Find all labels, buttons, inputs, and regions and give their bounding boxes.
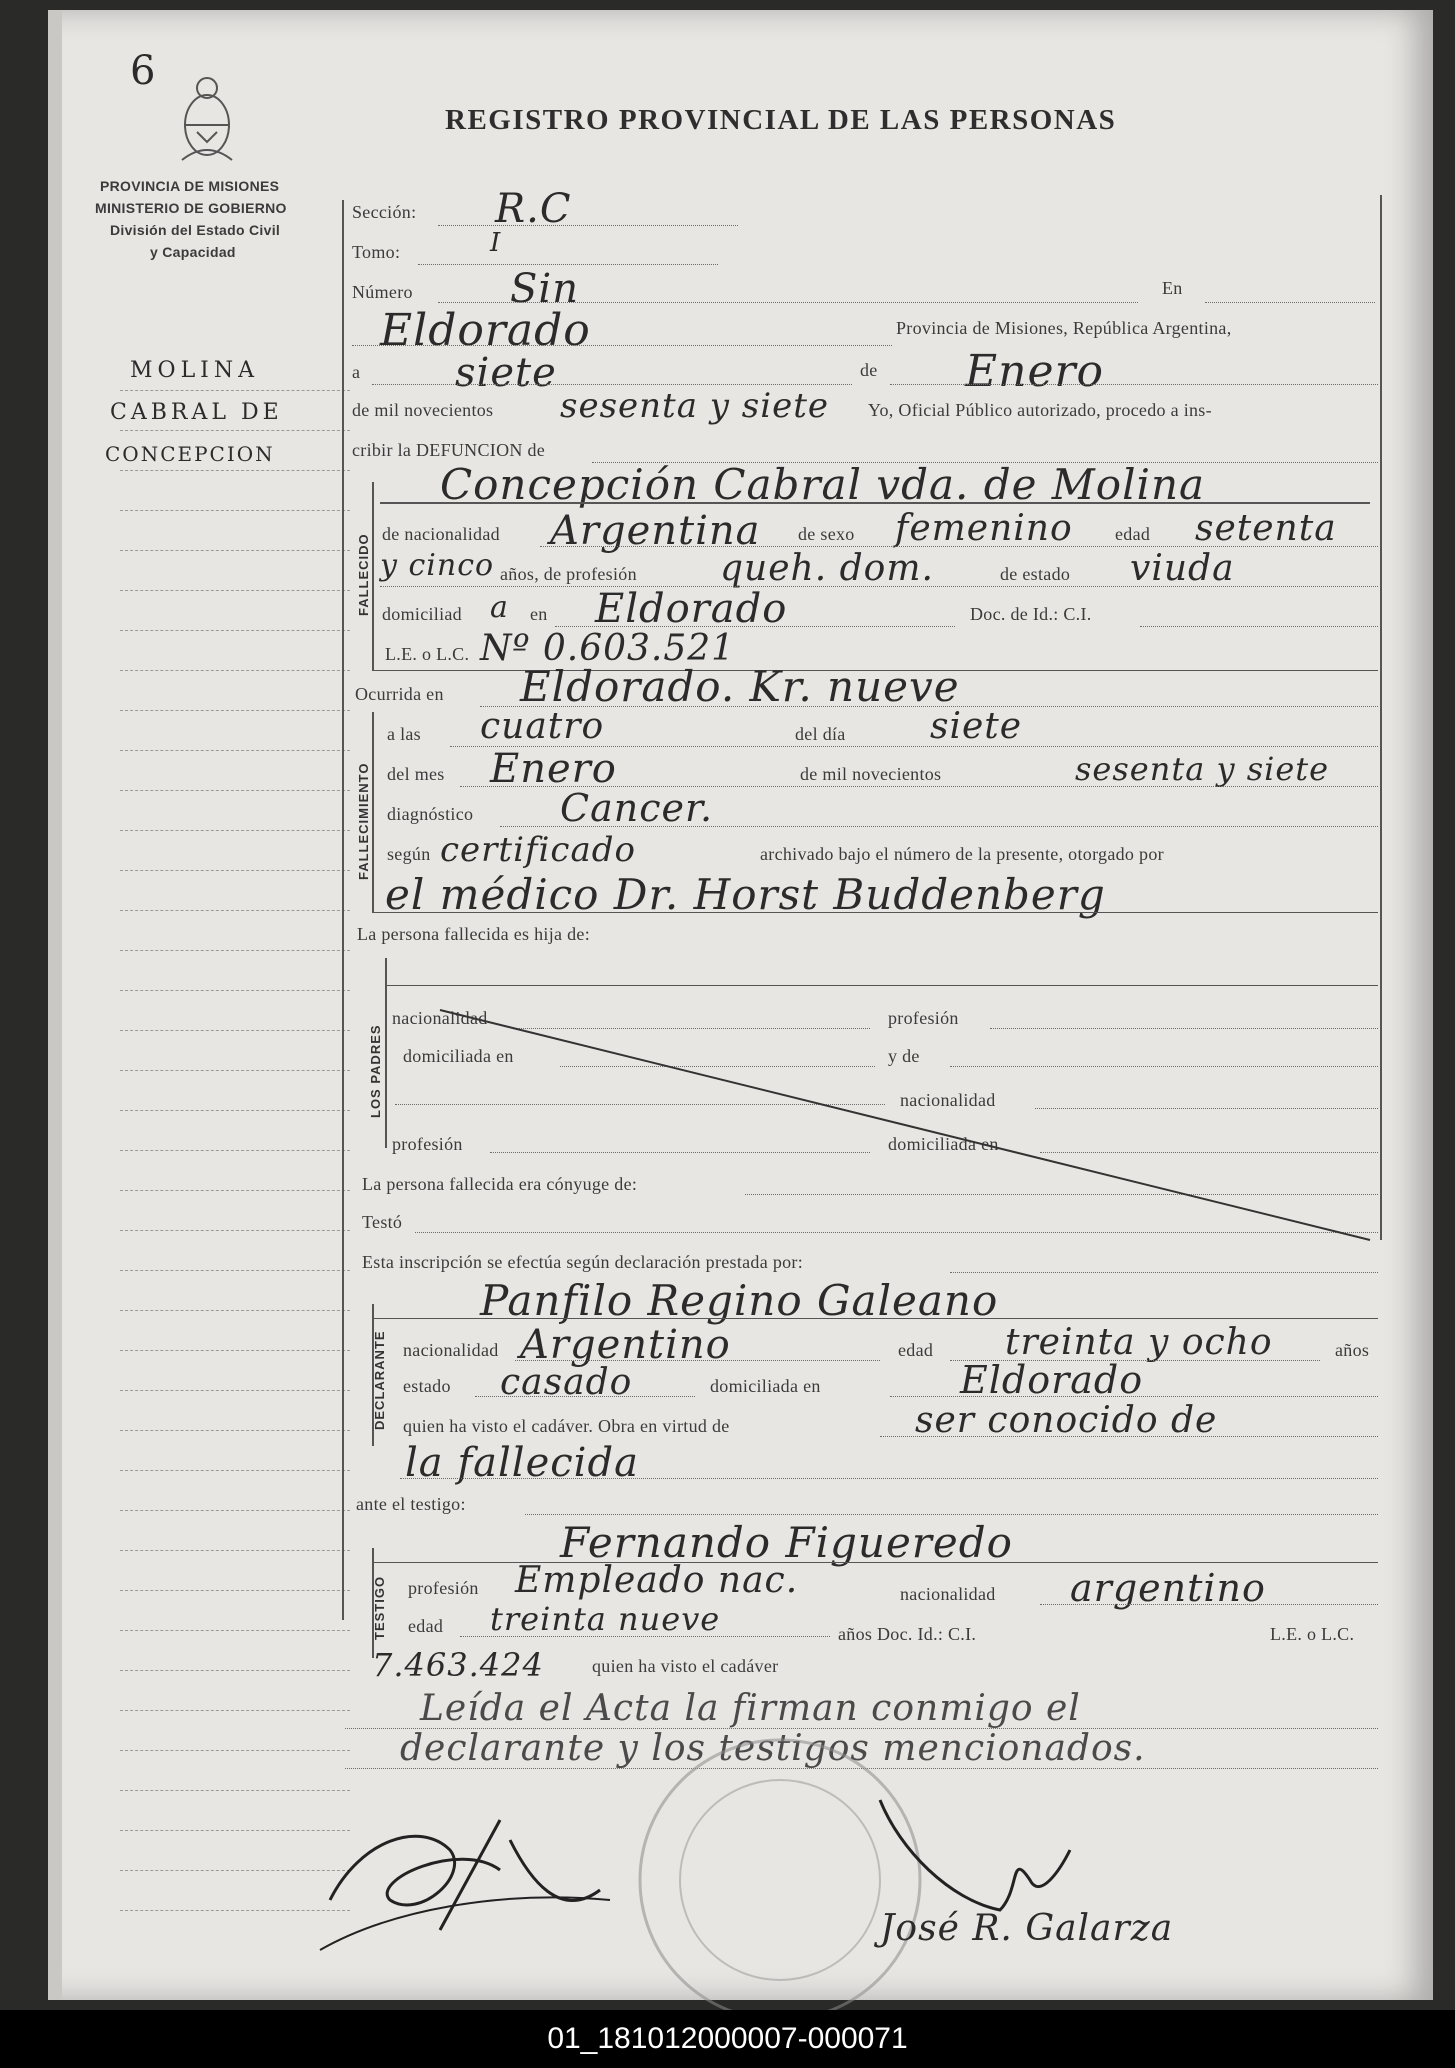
value-documento: Nº 0.603.521	[480, 628, 736, 669]
label-del-dia: del día	[795, 724, 846, 744]
label-diagnostico: diagnóstico	[387, 804, 474, 824]
value-seccion: R.C	[495, 186, 572, 232]
value-anio-fall: sesenta y siete	[1075, 750, 1330, 788]
footer-bar	[0, 2010, 1455, 2068]
value-numero: Sin	[510, 266, 579, 312]
label-t-profesion: profesión	[408, 1578, 479, 1598]
label-p-profesion: profesión	[888, 1008, 959, 1028]
value-nacionalidad: Argentina	[550, 508, 761, 554]
value-nombre: Concepción Cabral vda. de Molina	[440, 460, 1206, 509]
value-anio: sesenta y siete	[560, 386, 830, 426]
label-d-visto: quien ha visto el cadáver. Obra en virtud de	[403, 1416, 730, 1436]
label-p-domiciliada-2: domiciliada en	[888, 1134, 999, 1154]
value-t-nacionalidad: argentino	[1070, 1566, 1266, 1610]
label-sexo: de sexo	[798, 524, 855, 544]
side-label-declarante: DECLARANTE	[372, 1330, 387, 1430]
label-mil-novecientos: de mil novecientos	[352, 400, 494, 420]
label-inscripcion: Esta inscripción se efectúa según declaración prestada por:	[362, 1252, 804, 1272]
label-domiciliado: domiciliad	[382, 604, 462, 624]
side-label-fallecido: FALLECIDO	[356, 533, 371, 616]
margin-note-2: CABRAL DE	[110, 400, 283, 425]
label-edad: edad	[1115, 524, 1151, 544]
label-d-edad: edad	[898, 1340, 934, 1360]
value-t-doc: 7.463.424	[372, 1646, 544, 1684]
label-en: En	[1162, 278, 1183, 298]
label-de: de	[860, 360, 878, 380]
label-testo: Testó	[362, 1212, 403, 1232]
label-d-domiciliada: domiciliada en	[710, 1376, 821, 1396]
value-d-edad: treinta y ocho	[1005, 1322, 1273, 1363]
value-mes-fall: Enero	[490, 746, 617, 792]
value-ocurrida: Eldorado. Kr. nueve	[520, 662, 960, 711]
value-domicilio-a: a	[490, 590, 509, 625]
value-declarante: Panfilo Regino Galeano	[480, 1276, 999, 1325]
label-d-anos: años	[1335, 1340, 1370, 1360]
label-doc: Doc. de Id.: C.I.	[970, 604, 1092, 624]
label-le-lc: L.E. o L.C.	[385, 644, 470, 664]
label-d-nacionalidad: nacionalidad	[403, 1340, 499, 1360]
org-line-1: PROVINCIA DE MISIONES	[100, 178, 280, 194]
label-cribir: cribir la DEFUNCION de	[352, 440, 546, 460]
label-estado: de estado	[1000, 564, 1071, 584]
side-label-fallecimiento: FALLECIMIENTO	[356, 762, 371, 880]
org-line-4: y Capacidad	[150, 244, 236, 260]
label-numero: Número	[352, 282, 413, 302]
signature-official-name: José R. Galarza	[880, 1908, 1174, 1949]
label-p-y-de: y de	[888, 1046, 920, 1066]
label-t-anos: años Doc. Id.: C.I.	[838, 1624, 977, 1644]
closing-note-2: declarante y los testigos mencionados.	[400, 1728, 1146, 1769]
label-del-mes: del mes	[387, 764, 445, 784]
label-a: a	[352, 362, 361, 382]
label-tomo: Tomo:	[352, 242, 401, 262]
page-number: 6	[130, 48, 157, 94]
value-domicilio: Eldorado	[595, 586, 788, 632]
value-edad-2: y cinco	[380, 548, 495, 583]
label-ante: ante el testigo:	[356, 1494, 466, 1514]
value-medico: el médico Dr. Horst Buddenberg	[385, 870, 1106, 919]
value-t-edad: treinta nueve	[490, 1600, 721, 1638]
label-seccion: Sección:	[352, 202, 417, 222]
page-title: REGISTRO PROVINCIAL DE LAS PERSONAS	[445, 104, 1117, 136]
label-d-estado: estado	[403, 1376, 451, 1396]
label-provincia: Provincia de Misiones, República Argentina,	[896, 318, 1232, 338]
label-t-nacionalidad: nacionalidad	[900, 1584, 996, 1604]
org-line-2: MINISTERIO DE GOBIERNO	[95, 200, 287, 216]
org-line-3: División del Estado Civil	[110, 222, 281, 238]
label-a-las: a las	[387, 724, 421, 744]
signature-declarante-icon	[300, 1780, 630, 1970]
value-edad: setenta	[1195, 508, 1337, 549]
value-d-nacionalidad: Argentino	[520, 1322, 731, 1368]
value-d-estado: casado	[500, 1362, 633, 1403]
value-tomo: I	[490, 228, 502, 258]
value-d-virtud-2: la fallecida	[405, 1440, 639, 1486]
value-certificado: certificado	[440, 830, 636, 870]
value-dia: siete	[455, 350, 557, 396]
margin-note-3: CONCEPCION	[105, 442, 275, 466]
label-nacionalidad: de nacionalidad	[382, 524, 500, 544]
value-profesion: queh. dom.	[720, 548, 934, 589]
value-estado: viuda	[1130, 548, 1235, 589]
label-hija-de: La persona fallecida es hija de:	[357, 924, 590, 944]
label-oficial: Yo, Oficial Público autorizado, procedo a ins-	[868, 400, 1212, 420]
label-t-visto: quien ha visto el cadáver	[592, 1656, 779, 1676]
value-sexo: femenino	[895, 508, 1073, 549]
label-p-profesion-2: profesión	[392, 1134, 463, 1154]
value-d-domicilio: Eldorado	[960, 1358, 1144, 1402]
footer-filename: 01_181012000007-000071	[547, 2022, 908, 2055]
margin-note-1: MOLINA	[130, 358, 259, 383]
value-hora: cuatro	[480, 706, 605, 747]
label-anos-profesion: años, de profesión	[500, 564, 637, 584]
closing-note-1: Leída el Acta la firman conmigo el	[420, 1688, 1081, 1729]
value-t-profesion: Empleado nac.	[515, 1560, 799, 1601]
label-t-edad: edad	[408, 1616, 444, 1636]
label-segun: según	[387, 844, 431, 864]
value-d-virtud: ser conocido de	[915, 1400, 1218, 1441]
label-ocurrida: Ocurrida en	[355, 684, 444, 704]
label-conyuge: La persona fallecida era cónyuge de:	[362, 1174, 638, 1194]
side-label-padres: LOS PADRES	[368, 1024, 383, 1118]
label-de-mil-nov: de mil novecientos	[800, 764, 942, 784]
value-dia-fall: siete	[930, 706, 1023, 747]
side-label-testigo: TESTIGO	[372, 1575, 387, 1640]
label-en-2: en	[530, 604, 548, 624]
label-p-nacionalidad-2: nacionalidad	[900, 1090, 996, 1110]
label-archivado: archivado bajo el número de la presente, otorgado por	[760, 844, 1164, 864]
label-p-domiciliada: domiciliada en	[403, 1046, 514, 1066]
value-testigo: Fernando Figueredo	[560, 1518, 1013, 1567]
label-p-nacionalidad: nacionalidad	[392, 1008, 488, 1028]
value-diagnostico: Cancer.	[560, 786, 714, 830]
label-t-le: L.E. o L.C.	[1270, 1624, 1355, 1644]
value-lugar: Eldorado	[380, 305, 591, 356]
value-mes: Enero	[965, 346, 1105, 397]
